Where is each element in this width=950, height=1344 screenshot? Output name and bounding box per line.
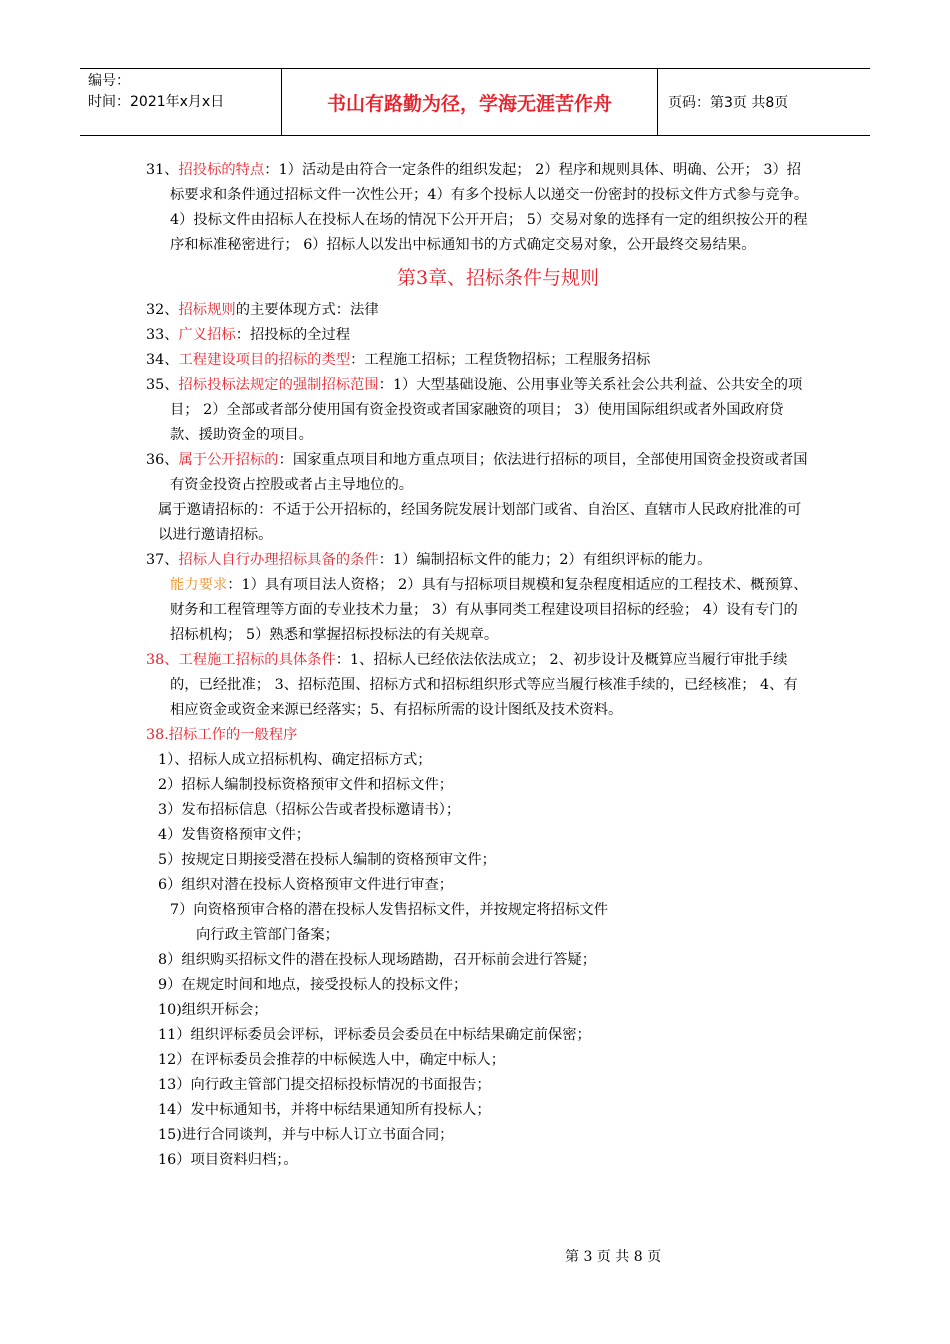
procedure-title: 38.招标工作的一般程序 bbox=[146, 727, 298, 743]
procedure-step: 16）项目资料归档；。 bbox=[158, 1152, 298, 1168]
document-body bbox=[146, 158, 810, 1173]
keyword-37: 招标人自行办理招标具备的条件 bbox=[178, 552, 379, 568]
procedure-step: 9）在规定时间和地点，接受投标人的投标文件； bbox=[158, 977, 468, 993]
keyword-34: 工程建设项目的招标的类型 bbox=[178, 352, 351, 368]
header-page-label: 页码：第3页 共8页 bbox=[668, 95, 789, 111]
keyword-36: 属于公开招标的 bbox=[178, 452, 279, 468]
procedure-step: 15)进行合同谈判，并与中标人订立书面合同； bbox=[158, 1127, 454, 1143]
document-number-label: 编号： bbox=[88, 73, 130, 89]
paragraph-32: 32、招标规则的主要体现方式：法律 bbox=[146, 302, 379, 318]
keyword-ability: 能力要求 bbox=[170, 577, 228, 593]
keyword-31: 招投标的特点 bbox=[178, 162, 265, 178]
paragraph-37-ability: 能力要求：1）具有项目法人资格； 2）具有与招标项目规模和复杂程度相适应的工程技术、概预算、财务和工程管理等方面的专业技术力量； 3）有从事同类工程建设项目招标的经验； 4）设有专门的招标机构； 5）熟悉和掌握招标投标法的有关规章。 bbox=[170, 577, 808, 643]
keyword-38: 工程施工招标的具体条件 bbox=[178, 652, 336, 668]
procedure-step: 11）组织评标委员会评标，评标委员会委员在中标结果确定前保密； bbox=[158, 1027, 591, 1043]
procedure-step: 13）向行政主管部门提交招标投标情况的书面报告； bbox=[158, 1077, 491, 1093]
page-header bbox=[80, 68, 870, 136]
procedure-step-continued: 向行政主管部门备案； bbox=[196, 927, 339, 943]
document-date-label: 时间：2021年x月x日 bbox=[88, 94, 225, 110]
keyword-33: 广义招标 bbox=[178, 327, 236, 343]
procedure-step: 4）发售资格预审文件； bbox=[158, 827, 311, 843]
paragraph-37: 37、招标人自行办理招标具备的条件：1）编制招标文件的能力；2）有组织评标的能力。 bbox=[146, 552, 712, 568]
procedure-step: 10)组织开标会； bbox=[158, 1002, 268, 1018]
page-footer: 第 3 页 共 8 页 bbox=[565, 1249, 662, 1265]
paragraph-33: 33、广义招标：招投标的全过程 bbox=[146, 327, 351, 343]
chapter-title: 第3章、招标条件与规则 bbox=[396, 267, 600, 289]
procedure-step: 2）招标人编制投标资格预审文件和招标文件； bbox=[158, 777, 454, 793]
procedure-step: 8）组织购买招标文件的潜在投标人现场踏勘，召开标前会进行答疑； bbox=[158, 952, 596, 968]
procedure-step: 7）向资格预审合格的潜在投标人发售招标文件，并按规定将招标文件 bbox=[170, 902, 608, 918]
paragraph-31: 31、招投标的特点：1）活动是由符合一定条件的组织发起； 2）程序和规则具体、明确、公开； 3）招标要求和条件通过招标文件一次性公开；4）有多个投标人以递交一份密封的投标文件方式参与竞争。4）投标文件由招标人在投标人在场的情况下公开开启； 5）交易对象的选择有一定的组织按公开的程序和标准秘密进行； 6）招标人以发出中标通知书的方式确定交易对象，公开最终交易结果。 bbox=[146, 162, 809, 253]
procedure-step: 3）发布招标信息（招标公告或者投标邀请书）； bbox=[158, 802, 461, 818]
procedure-step: 12）在评标委员会推荐的中标候选人中，确定中标人； bbox=[158, 1052, 506, 1068]
paragraph-36-invite: 属于邀请招标的：不适于公开招标的，经国务院发展计划部门或省、自治区、直辖市人民政府批准的可以进行邀请招标。 bbox=[158, 502, 802, 543]
paragraph-35: 35、招标投标法规定的强制招标范围：1）大型基础设施、公用事业等关系社会公共利益、公共安全的项目； 2）全部或者部分使用国有资金投资或者国家融资的项目； 3）使用国际组织或者外国政府贷款、援助资金的项目。 bbox=[146, 377, 803, 443]
procedure-step: 5）按规定日期接受潜在投标人编制的资格预审文件； bbox=[158, 852, 496, 868]
keyword-35: 招标投标法规定的强制招标范围 bbox=[178, 377, 379, 393]
procedure-step: 1）、招标人成立招标机构、确定招标方式； bbox=[158, 752, 432, 768]
paragraph-38: 38、工程施工招标的具体条件：1、招标人已经依法依法成立； 2、初步设计及概算应当履行审批手续的，已经批准； 3、招标范围、招标方式和招标组织形式等应当履行核准手续的，已经核准； 4、有相应资金或资金来源已经落实；5、有招标所需的设计图纸及技术资料。 bbox=[146, 652, 798, 718]
paragraph-36: 36、属于公开招标的：国家重点项目和地方重点项目；依法进行招标的项目，全部使用国资金投资或者国有资金投资占控股或者占主导地位的。 bbox=[146, 452, 808, 493]
header-meta bbox=[80, 69, 282, 135]
keyword-32: 招标规则 bbox=[178, 302, 236, 318]
header-motto: 书山有路勤为径，学海无涯苦作舟 bbox=[282, 69, 658, 135]
paragraph-34: 34、工程建设项目的招标的类型：工程施工招标；工程货物招标；工程服务招标 bbox=[146, 352, 651, 368]
procedure-step: 6）组织对潜在投标人资格预审文件进行审查； bbox=[158, 877, 454, 893]
procedure-step: 14）发中标通知书，并将中标结果通知所有投标人； bbox=[158, 1102, 491, 1118]
